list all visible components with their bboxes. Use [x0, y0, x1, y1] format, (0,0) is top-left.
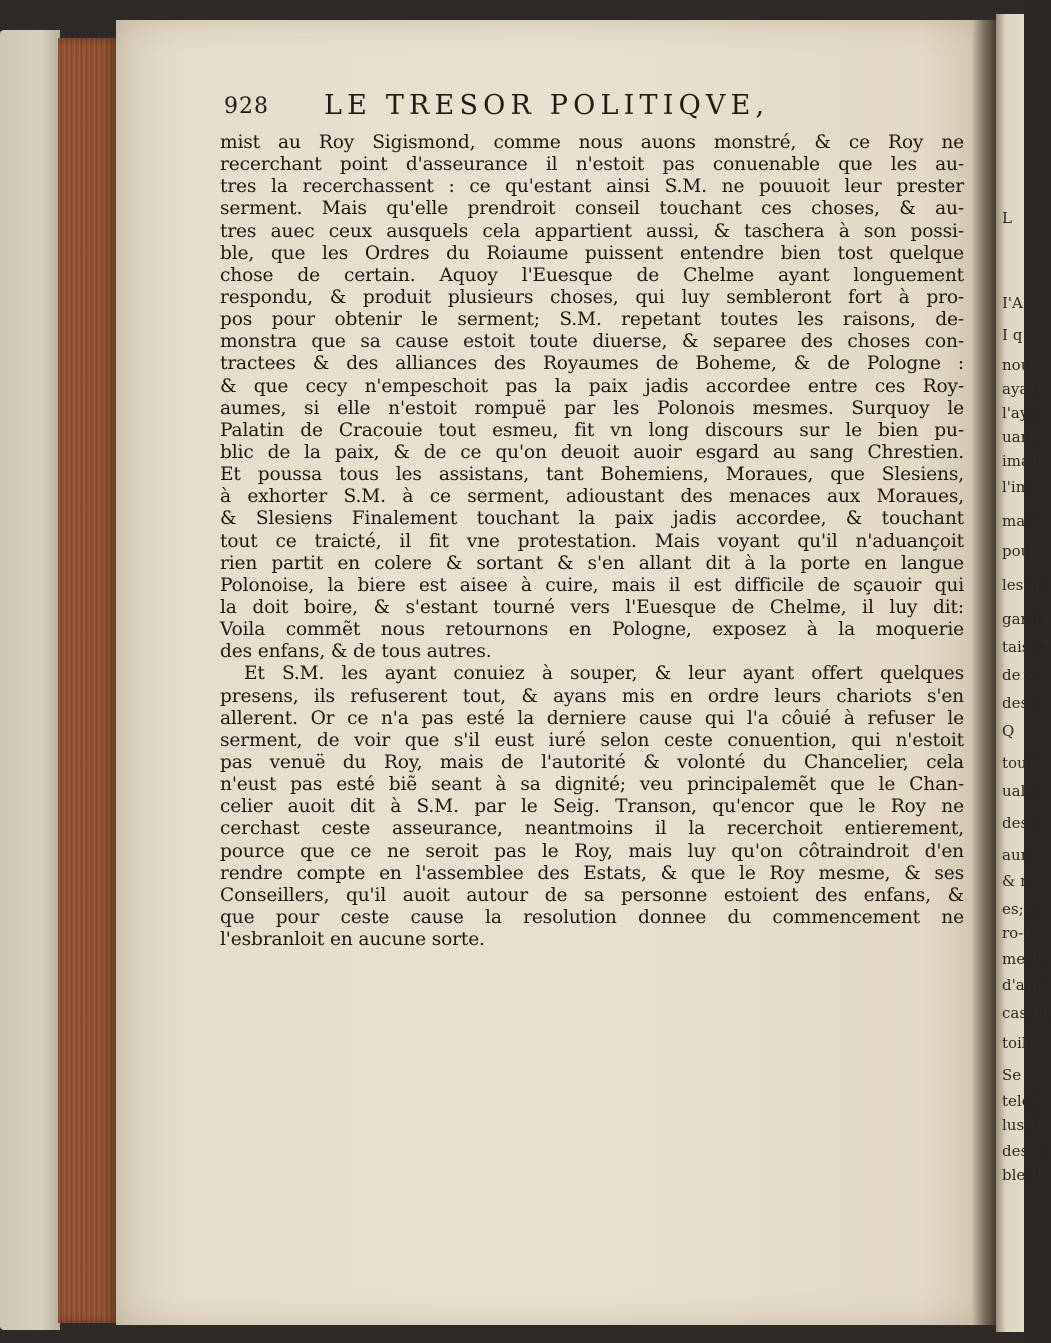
text-line: blic de la paix, & de ce qu'on deuoit auoir esgard au sang Chrestien.	[220, 441, 964, 463]
text-line: Et S.M. les ayant conuiez à souper, & leur ayant offert quelques	[244, 663, 964, 685]
text-line: tres la recerchassent : ce qu'estant ainsi S.M. ne pouuoit leur prester	[220, 176, 964, 198]
text-line: respondu, & produit plusieurs choses, qui luy sembleront fort à pro-	[220, 286, 964, 308]
text-line: Palatin de Cracouie tout esmeu, fit vn long discours sur le bien pu-	[220, 419, 964, 441]
text-line: tres auec ceux ausquels cela appartient aussi, & taschera à son possi-	[220, 220, 964, 242]
page-number: 928	[224, 94, 269, 119]
text-line: pource que ce ne seroit pas le Roy, mais luy qu'on côtraindroit d'en	[220, 840, 964, 862]
facing-page-text-fragment: l'aye	[1002, 404, 1038, 422]
body-text	[220, 132, 964, 951]
facing-page-text-fragment: Se	[1002, 1066, 1022, 1084]
text-line: serment, de voir que s'il eust iuré selon ceste conuention, qui n'estoit	[220, 729, 964, 751]
facing-page-text-fragment: de c	[1002, 666, 1034, 684]
text-line: rien partit en colere & sortant & s'en allant dit à la porte en langue	[220, 552, 964, 574]
text-line: Polonoise, la biere est aisee à cuire, mais il est difficile de sçauoir qui	[220, 574, 964, 596]
facing-page-text-fragment: garde	[1002, 610, 1047, 628]
book-gutter	[972, 20, 998, 1325]
text-line: tout ce traicté, il fit vne protestation. Mais voyant qu'il n'aduançoit	[220, 530, 964, 552]
text-line: n'eust pas esté biẽ seant à sa dignité; veu principalemẽt que le Chan-	[220, 774, 964, 796]
facing-page-text-fragment: nou	[1002, 356, 1031, 374]
facing-page-text-fragment: d'aur	[1002, 976, 1042, 994]
text-line: Voila commẽt nous retournons en Pologne, exposez à la moquerie	[220, 619, 964, 641]
facing-page-text-fragment: tele l	[1002, 1092, 1041, 1110]
text-line: à exhorter S.M. à ce serment, adioustant des menaces aux Moraues,	[220, 486, 964, 508]
text-line: l'esbranloit en aucune sorte.	[220, 929, 485, 951]
facing-page-text-fragment: es; t	[1002, 900, 1035, 918]
text-line: serment. Mais qu'elle prendroit conseil touchant ces choses, & au-	[220, 198, 964, 220]
text-line: monstra que sa cause estoit toute diuerse, & separee des choses con-	[220, 331, 964, 353]
text-line: que pour ceste cause la resolution donnee du commencement ne	[220, 906, 964, 928]
facing-page-text-fragment: lus d	[1002, 1116, 1039, 1134]
facing-page-text-fragment: cas ou	[1002, 1004, 1051, 1022]
facing-page-text-fragment: Q	[1002, 722, 1015, 740]
facing-page-text-fragment: I q	[1002, 326, 1023, 344]
book-cover-edge	[0, 30, 60, 1330]
text-line: recerchant point d'asseurance il n'estoit pas conuenable que les au-	[220, 154, 964, 176]
facing-page-text-fragment: desor	[1002, 1142, 1045, 1160]
facing-page-text-fragment: desv	[1002, 814, 1037, 832]
text-line: rendre compte en l'assemblee des Estats, & que le Roy mesme, & ses	[220, 862, 964, 884]
text-line: pas venuë du Roy, mais de l'autorité & volonté du Chancelier, cela	[220, 751, 964, 773]
facing-page-text-fragment: imag	[1002, 452, 1040, 470]
text-line: & que cecy n'empeschoit pas la paix jadis accordee entre ces Roy-	[220, 375, 964, 397]
text-line: ble, que les Ordres du Roiaume puissent entendre bien tost quelque	[220, 242, 964, 264]
text-line: aumes, si elle n'estoit rompuë par les Polonois mesmes. Surquoy le	[220, 397, 964, 419]
text-line: cerchast ceste asseurance, neantmoins il la recerchoit entierement,	[220, 818, 964, 840]
running-title: LE TRESOR POLITIQVE,	[324, 90, 770, 121]
page-header	[224, 90, 924, 130]
facing-page-text-fragment: mais	[1002, 512, 1038, 530]
facing-page-text-fragment: desp	[1002, 694, 1038, 712]
facing-page-text-fragment: I'A	[1002, 294, 1023, 312]
facing-page-text-fragment: ayan	[1002, 380, 1039, 398]
text-line: tractees & des alliances des Royaumes de Boheme, & de Pologne :	[220, 353, 964, 375]
text-line: mist au Roy Sigismond, comme nous auons monstré, & ce Roy ne	[220, 132, 964, 153]
text-line: pos pour obtenir le serment; S.M. repetant toutes les raisons, de-	[220, 309, 964, 331]
facing-page-text-fragment: toull	[1002, 754, 1037, 772]
facing-page-text-fragment: aur	[1002, 846, 1028, 864]
text-line: Conseillers, qu'il auoit autour de sa personne estoient des enfans, &	[220, 884, 964, 906]
facing-page-text-fragment: ro-p	[1002, 924, 1033, 942]
facing-page-text-fragment: l'imp	[1002, 478, 1040, 496]
text-line: celier auoit dit à S.M. par le Seig. Transon, qu'encor que le Roy ne	[220, 796, 964, 818]
facing-page-text-fragment: uale	[1002, 782, 1035, 800]
facing-page-text-fragment: ble d	[1002, 1166, 1040, 1184]
facing-page-text-fragment: pou	[1002, 542, 1031, 560]
facing-page-text-fragment: ment	[1002, 950, 1041, 968]
facing-page-edge	[996, 14, 1051, 1332]
text-line: presens, ils refuserent tout, & ayans mis en ordre leurs chariots s'en	[220, 685, 964, 707]
facing-page-text-fragment: toill	[1002, 1034, 1032, 1052]
facing-page-text-fragment: taisch	[1002, 638, 1048, 656]
text-line: la doit boire, & s'estant tourné vers l'Euesque de Chelme, il luy dit:	[220, 596, 964, 618]
facing-page-text-fragment: & m	[1002, 872, 1035, 890]
text-line: des enfans, & de tous autres.	[220, 641, 492, 663]
text-line: allerent. Or ce n'a pas esté la derniere cause qui l'a côuié à refuser le	[220, 707, 964, 729]
facing-page-text-fragment: L	[1002, 209, 1012, 227]
text-line: chose de certain. Aquoy l'Euesque de Chelme ayant longuement	[220, 264, 964, 286]
facing-page-text-fragment: uans	[1002, 428, 1038, 446]
book-fore-edge	[58, 38, 118, 1323]
text-line: & Slesiens Finalement touchant la paix jadis accordee, & touchant	[220, 508, 964, 530]
facing-page-text-fragment: les ar	[1002, 576, 1045, 594]
text-line: Et poussa tous les assistans, tant Bohemiens, Moraues, que Slesiens,	[220, 464, 964, 486]
